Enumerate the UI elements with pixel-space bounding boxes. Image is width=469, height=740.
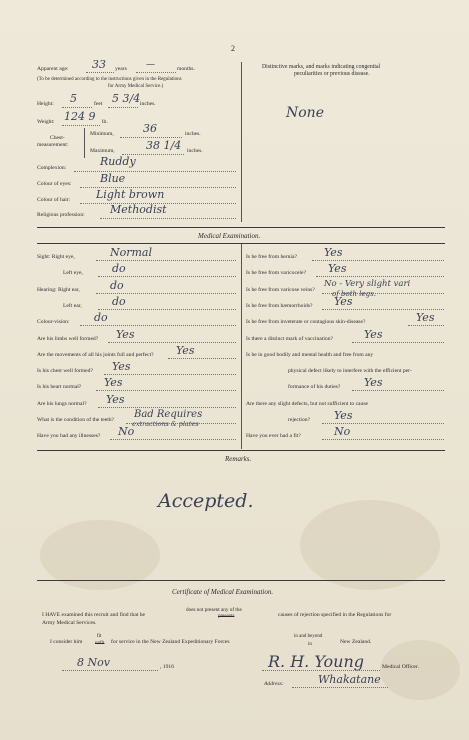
chest-max-value: 38 1/4 [146, 139, 182, 152]
inches-word-max: inches. [187, 148, 203, 154]
medical-right-value: Yes [364, 327, 383, 341]
weight-label: Weight: [37, 119, 55, 125]
medical-left-value: Yes [106, 392, 125, 406]
age-years-value: 33 [92, 58, 106, 71]
medical-left-value-2: extractions & plates [132, 420, 199, 428]
medical-left-value: No [118, 425, 135, 439]
religion-value: Methodist [110, 203, 167, 216]
consider-b: for service in the New Zealand Expeditionary Forces [111, 639, 230, 645]
medical-right-label: Are there any slight defects, but not sufficient to cause [246, 400, 368, 407]
feet-word: feet [94, 101, 103, 107]
medical-left-value: do [94, 311, 108, 325]
inches-word-min: inches. [185, 131, 201, 137]
medical-left-label: Colour-vision: [37, 319, 70, 326]
medical-right-label: rejection? [288, 417, 311, 423]
medical-left-value: do [112, 262, 126, 276]
medical-left-label: Is his chest well formed? [37, 368, 93, 375]
age-months-value: — [146, 60, 155, 70]
religion-label: Religious profession: [37, 212, 85, 218]
medical-right-value: Yes [334, 294, 353, 308]
medical-right-label: Is there a distinct mark of vaccination? [246, 335, 333, 342]
medical-right-label: Is he free from varicocele? [246, 270, 306, 277]
cert-line-1a: I HAVE examined this recruit and find that he [42, 612, 146, 618]
medical-right-label: physical defect likely to interfere with the efficient per- [288, 368, 412, 375]
medical-right-value: No - Very slight vari [324, 278, 411, 289]
medical-right-value: Yes [324, 246, 343, 259]
consider-c: New Zealand. [340, 639, 372, 645]
in-and-beyond: in and beyond [294, 634, 323, 639]
medical-heading: Medical Examination. [198, 232, 261, 240]
medical-left-value: Yes [112, 360, 131, 374]
age-label: Apparent age: [37, 66, 69, 72]
months-word: months. [177, 66, 195, 72]
medical-right-label: Is he free from inveterate or contagious skin-disease? [246, 319, 366, 326]
medical-right-label: Have you ever had a fit? [246, 433, 301, 440]
medical-left-label: Are his limbs well formed? [37, 335, 99, 342]
eyes-value: Blue [100, 172, 126, 185]
address-value: Whakatane [318, 673, 381, 686]
medical-left-label: Is his heart normal? [37, 384, 82, 391]
medical-left-value: Yes [104, 376, 123, 390]
medical-right-value: Yes [364, 376, 383, 390]
eyes-label: Colour of eyes: [37, 181, 72, 187]
chest-min-label: Minimum, [90, 131, 114, 137]
medical-officer-signature: R. H. Young [268, 652, 364, 671]
height-label: Height: [37, 101, 54, 107]
complexion-label: Complexion: [37, 165, 67, 171]
medical-left-value: do [112, 294, 126, 308]
unfit-word: unfit [95, 641, 105, 646]
medical-left-label: Are the movements of all his joints full and perfect? [37, 351, 154, 358]
cert-year: , 1916 [160, 664, 174, 670]
medical-left-label: Have you had any illnesses? [37, 433, 101, 440]
remarks-heading: Remarks. [225, 455, 252, 463]
medical-right-value-2: of both legs. [332, 289, 376, 298]
age-note: (To be determined according to the instructions given in the Regulations [37, 77, 182, 82]
medical-left-label: Left ear, [63, 302, 82, 309]
age-note-2: for Army Medical Service.) [108, 84, 164, 89]
medical-right-value: Yes [328, 262, 347, 276]
medical-left-value: Normal [110, 246, 153, 259]
address-label: Address: [264, 681, 284, 687]
weight-value: 124 9 [64, 110, 96, 123]
medical-left-value: Bad Requires [134, 409, 203, 420]
cert-line-2: Army Medical Services. [42, 620, 97, 626]
medical-left-value: do [110, 278, 124, 292]
cert-line-1d: causes of rejection specified in the Regulations for [278, 612, 392, 618]
medical-officer-label: Medical Officer. [382, 664, 419, 670]
marks-heading: Distinctive marks, and marks indicating congenital [262, 64, 381, 70]
cert-line-1b: does not present any of the [186, 607, 242, 613]
chest-max-label: Maximum, [90, 148, 115, 154]
medical-left-label: Sight: Right eye, [37, 254, 75, 260]
chest-label: Chest- [50, 135, 65, 141]
lb-word: lb. [102, 119, 108, 125]
medical-right-label: Is he free from hæmorrhoids? [246, 302, 313, 309]
medical-right-label: Is he free from hernia? [246, 254, 297, 260]
medical-left-label: Left eye, [63, 270, 83, 277]
consider-a: I consider him [50, 639, 83, 645]
certificate-heading: Certificate of Medical Examination. [172, 588, 274, 596]
in-word: in [308, 642, 312, 647]
medical-right-value: Yes [334, 409, 353, 422]
hair-label: Colour of hair: [37, 197, 71, 203]
medical-right-value: Yes [416, 311, 435, 325]
cert-line-1c: presents [218, 614, 235, 619]
inches-word: inches. [140, 101, 156, 107]
marks-heading-2: peculiarities or previous disease. [294, 71, 370, 77]
medical-left-label: Are his lungs normal? [37, 400, 87, 407]
page-number: 2 [231, 44, 235, 53]
medical-right-value: No [334, 425, 351, 439]
height-feet-value: 5 [70, 92, 77, 105]
remarks-value: Accepted. [158, 490, 254, 512]
cert-date: 8 Nov [77, 656, 110, 669]
medical-right-label: formance of his duties? [288, 384, 341, 391]
chest-min-value: 36 [143, 122, 157, 135]
medical-left-label: Hearing: Right ear, [37, 286, 80, 293]
medical-right-label: Is he in good bodily and mental health and free from any [246, 351, 374, 358]
medical-right-label: Is he free from varicose veins? [246, 286, 315, 293]
fit-word: fit [97, 634, 102, 639]
marks-value: None [286, 105, 324, 121]
medical-left-value: Yes [116, 327, 135, 341]
medical-left-label: What is the condition of the teeth? [37, 417, 115, 423]
medical-left-value: Yes [176, 343, 195, 357]
height-inches-value: 5 3/4 [112, 92, 141, 105]
complexion-value: Ruddy [100, 155, 136, 168]
chest-label-2: measurement: [37, 142, 69, 148]
hair-value: Light brown [96, 188, 165, 201]
years-word: years [115, 66, 127, 72]
